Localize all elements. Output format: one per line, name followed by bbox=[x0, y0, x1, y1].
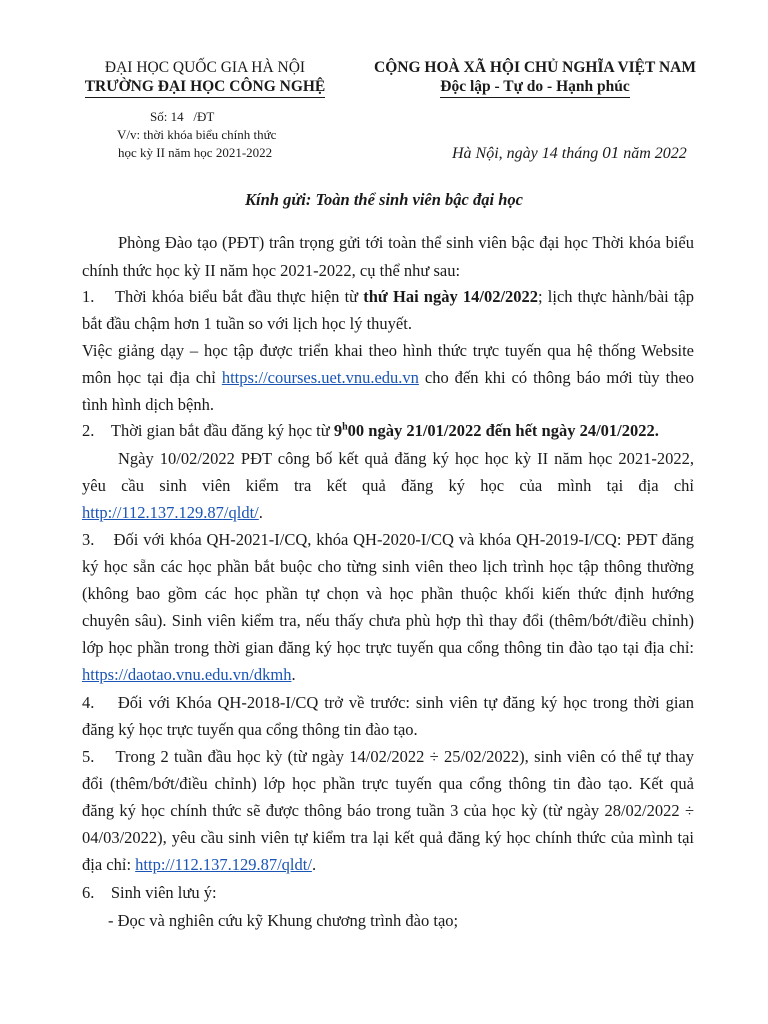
school-name: TRƯỜNG ĐẠI HỌC CÔNG NGHỆ bbox=[60, 77, 350, 98]
item-6-bullet-1: - Đọc và nghiên cứu kỹ Khung chương trình đào tạo; bbox=[108, 911, 459, 930]
item-4-line-2: đăng ký học trực tuyến qua cổng thông tin đào tạo. bbox=[82, 720, 418, 739]
subject-line-2: học kỳ II năm học 2021-2022 bbox=[118, 145, 273, 160]
online-line-3: tình hình dịch bệnh. bbox=[82, 395, 214, 414]
item-2-line-3: yêu cầu sinh viên kiểm tra kết quả đăng ký học của mình tại địa chỉ bbox=[82, 476, 694, 495]
item-3-line-2: ký học sẵn các học phần bắt buộc cho từng sinh viên theo lịch trình học tập thông thường bbox=[82, 557, 694, 576]
item-2-line-4: http://112.137.129.87/qldt/. bbox=[82, 503, 263, 522]
national-motto: Độc lập - Tự do - Hạnh phúc bbox=[440, 77, 629, 98]
item-2-line-2: Ngày 10/02/2022 PĐT công bố kết quả đăng ký học học kỳ II năm học 2021-2022, bbox=[118, 449, 694, 468]
university-name: ĐẠI HỌC QUỐC GIA HÀ NỘI bbox=[104, 59, 306, 76]
document-date: Hà Nội, ngày 14 tháng 01 năm 2022 bbox=[452, 143, 687, 162]
header-right bbox=[355, 58, 715, 98]
header-left bbox=[60, 58, 350, 98]
item-3-line-1: 3. Đối với khóa QH-2021-I/CQ, khóa QH-2020-I/CQ và khóa QH-2019-I/CQ: PĐT đăng bbox=[82, 530, 694, 549]
item-1-line-1: 1. Thời khóa biểu bắt đầu thực hiện từ thứ Hai ngày 14/02/2022; lịch thực hành/bài tập bbox=[82, 287, 695, 306]
online-line-1: Việc giảng dạy – học tập được triển khai theo hình thức trực tuyến qua hệ thống Website bbox=[82, 341, 694, 360]
item-3-line-5: lớp học phần trong thời gian đăng ký học trực tuyến qua cổng thông tin đào tạo tại địa chỉ: bbox=[82, 638, 694, 657]
subject-line-1: V/v: thời khóa biểu chính thức bbox=[117, 127, 277, 142]
item-5-line-4: 04/03/2022), yêu cầu sinh viên tự kiểm tra lại kết quả đăng ký học chính thức của mình tại bbox=[82, 828, 694, 847]
nation-name: CỘNG HOÀ XÃ HỘI CHỦ NGHĨA VIỆT NAM bbox=[374, 59, 696, 76]
intro-paragraph: Phòng Đào tạo (PĐT) trân trọng gửi tới toàn thể sinh viên bậc đại học Thời khóa biểu chính thức học kỳ II năm học 2021-2022, cụ thể như sau: bbox=[82, 233, 694, 280]
document-number: Số: 14 /ĐT bbox=[150, 109, 215, 124]
item-3-line-6: https://daotao.vnu.edu.vn/dkmh. bbox=[82, 665, 296, 684]
item-5-line-5: địa chỉ: http://112.137.129.87/qldt/. bbox=[82, 855, 317, 874]
item-6-line-1: 6. Sinh viên lưu ý: bbox=[82, 883, 217, 902]
item-5-line-2: đổi (thêm/bớt/điều chỉnh) lớp học phần trực tuyến qua cổng thông tin đào tạo. Kết quả bbox=[82, 774, 694, 793]
salutation-recipient: Toàn thể sinh viên bậc đại học bbox=[315, 190, 523, 209]
item-2-line-1: 2. Thời gian bắt đầu đăng ký học từ 9$^h$00 ngày 21/01/2022 đến hết ngày 24/01/2022. bbox=[82, 421, 659, 440]
item-1-line-2: bắt đầu chậm hơn 1 tuần so với lịch học lý thuyết. bbox=[82, 314, 412, 333]
item-3-line-4: chuyên sâu). Sinh viên kiểm tra, nếu thấy chưa phù hợp thì thay đổi (thêm/bớt/điều chỉnh) bbox=[82, 611, 694, 630]
item-5-line-3: đăng ký học chính thức sẽ được thông báo trong tuần 3 của học kỳ (từ ngày 28/02/2022 ÷ bbox=[82, 801, 694, 820]
item-5-line-1: 5. Trong 2 tuần đầu học kỳ (từ ngày 14/02/2022 ÷ 25/02/2022), sinh viên có thể tự thay bbox=[82, 747, 694, 766]
qldt-link-1[interactable]: http://112.137.129.87/qldt/ bbox=[82, 503, 259, 522]
salutation-label: Kính gửi: bbox=[245, 190, 312, 209]
item-4-line-1: 4. Đối với Khóa QH-2018-I/CQ trở về trước: sinh viên tự đăng ký học trong thời gian bbox=[82, 693, 695, 712]
qldt-link-2[interactable]: http://112.137.129.87/qldt/ bbox=[135, 855, 312, 874]
salutation bbox=[0, 190, 768, 210]
item-3-line-3: (không bao gồm các học phần tự chọn và học phần thuộc khối kiến thức định hướng bbox=[82, 584, 694, 603]
courses-link[interactable]: https://courses.uet.vnu.edu.vn bbox=[221, 368, 419, 387]
online-line-2: môn học tại địa chỉ https://courses.uet.vnu.edu.vn cho đến khi có thông báo mới tùy theo bbox=[82, 368, 695, 387]
daotao-link[interactable]: https://daotao.vnu.edu.vn/dkmh bbox=[82, 665, 292, 684]
